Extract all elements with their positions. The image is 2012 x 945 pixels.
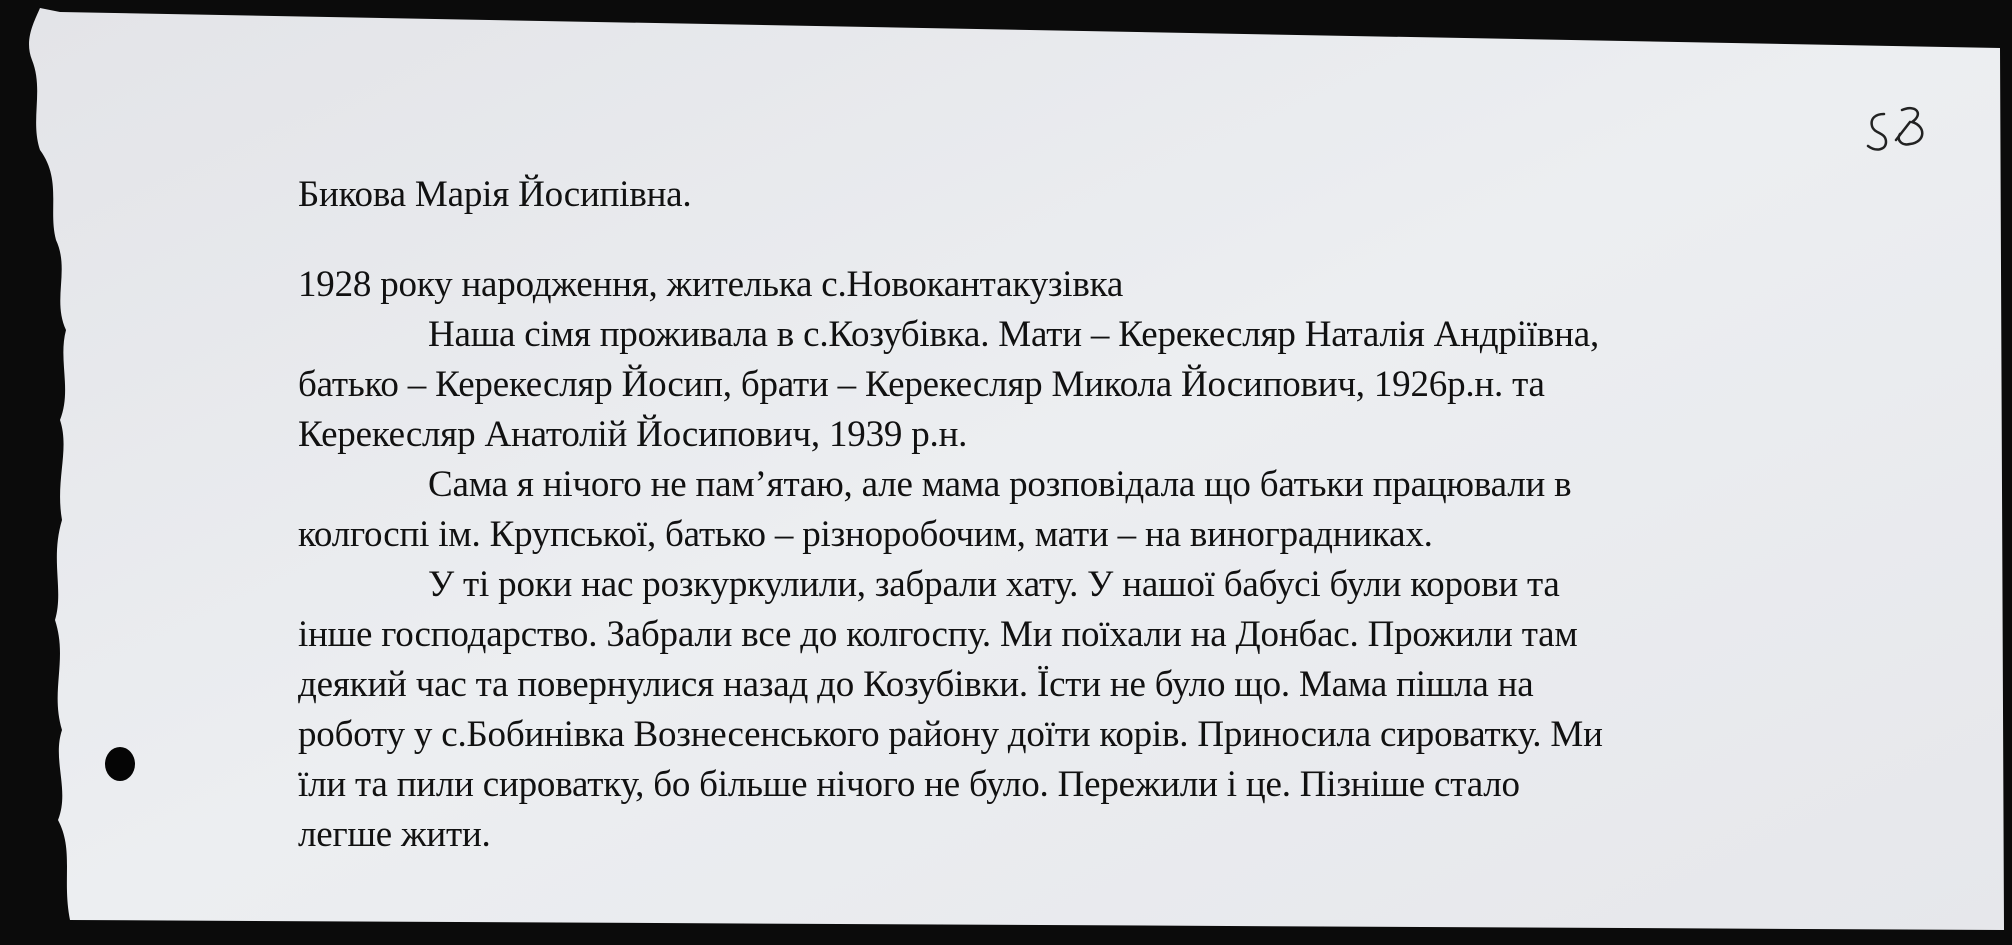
- paragraph-dispossession: [298, 560, 1918, 860]
- text-line: батько – Керекесляр Йосип, брати – Керекесляр Микола Йосипович, 1926р.н. та: [298, 364, 1545, 405]
- punch-hole: [105, 747, 135, 781]
- text-line: Наша сімя проживала в с.Козубівка. Мати – Керекесляр Наталія Андріївна,: [428, 314, 1600, 355]
- text-line: легше жити.: [298, 814, 491, 855]
- text-line: Керекесляр Анатолій Йосипович, 1939 р.н.: [298, 414, 968, 455]
- birth-line: 1928 року народження, жителька с.Новокантакузівка: [298, 264, 1124, 305]
- paragraph-family: [298, 310, 1918, 460]
- text-line: деякий час та повернулися назад до Козубівки. Їсти не було що. Мама пішла на: [298, 664, 1534, 705]
- text-line: Сама я нічого не пам’ятаю, але мама розповідала що батьки працювали в: [428, 464, 1572, 505]
- text-line: роботу у с.Бобинівка Вознесенського району доїти корів. Приносила сироватку. Ми: [298, 714, 1603, 755]
- document-body: [298, 170, 1918, 860]
- spacer: [298, 220, 1918, 260]
- text-line: їли та пили сироватку, бо більше нічого не було. Пережили і це. Пізніше стало: [298, 764, 1520, 805]
- paragraph-memory: [298, 460, 1918, 560]
- document-heading: Бикова Марія Йосипівна.: [298, 174, 692, 215]
- handwritten-page-number: [1862, 100, 1942, 160]
- text-line: У ті роки нас розкуркулили, забрали хату. У нашої бабусі були корови та: [428, 564, 1560, 605]
- text-line: інше господарство. Забрали все до колгоспу. Ми поїхали на Донбас. Прожили там: [298, 614, 1578, 655]
- text-line: колгоспі ім. Крупської, батько – різноробочим, мати – на виноградниках.: [298, 514, 1433, 555]
